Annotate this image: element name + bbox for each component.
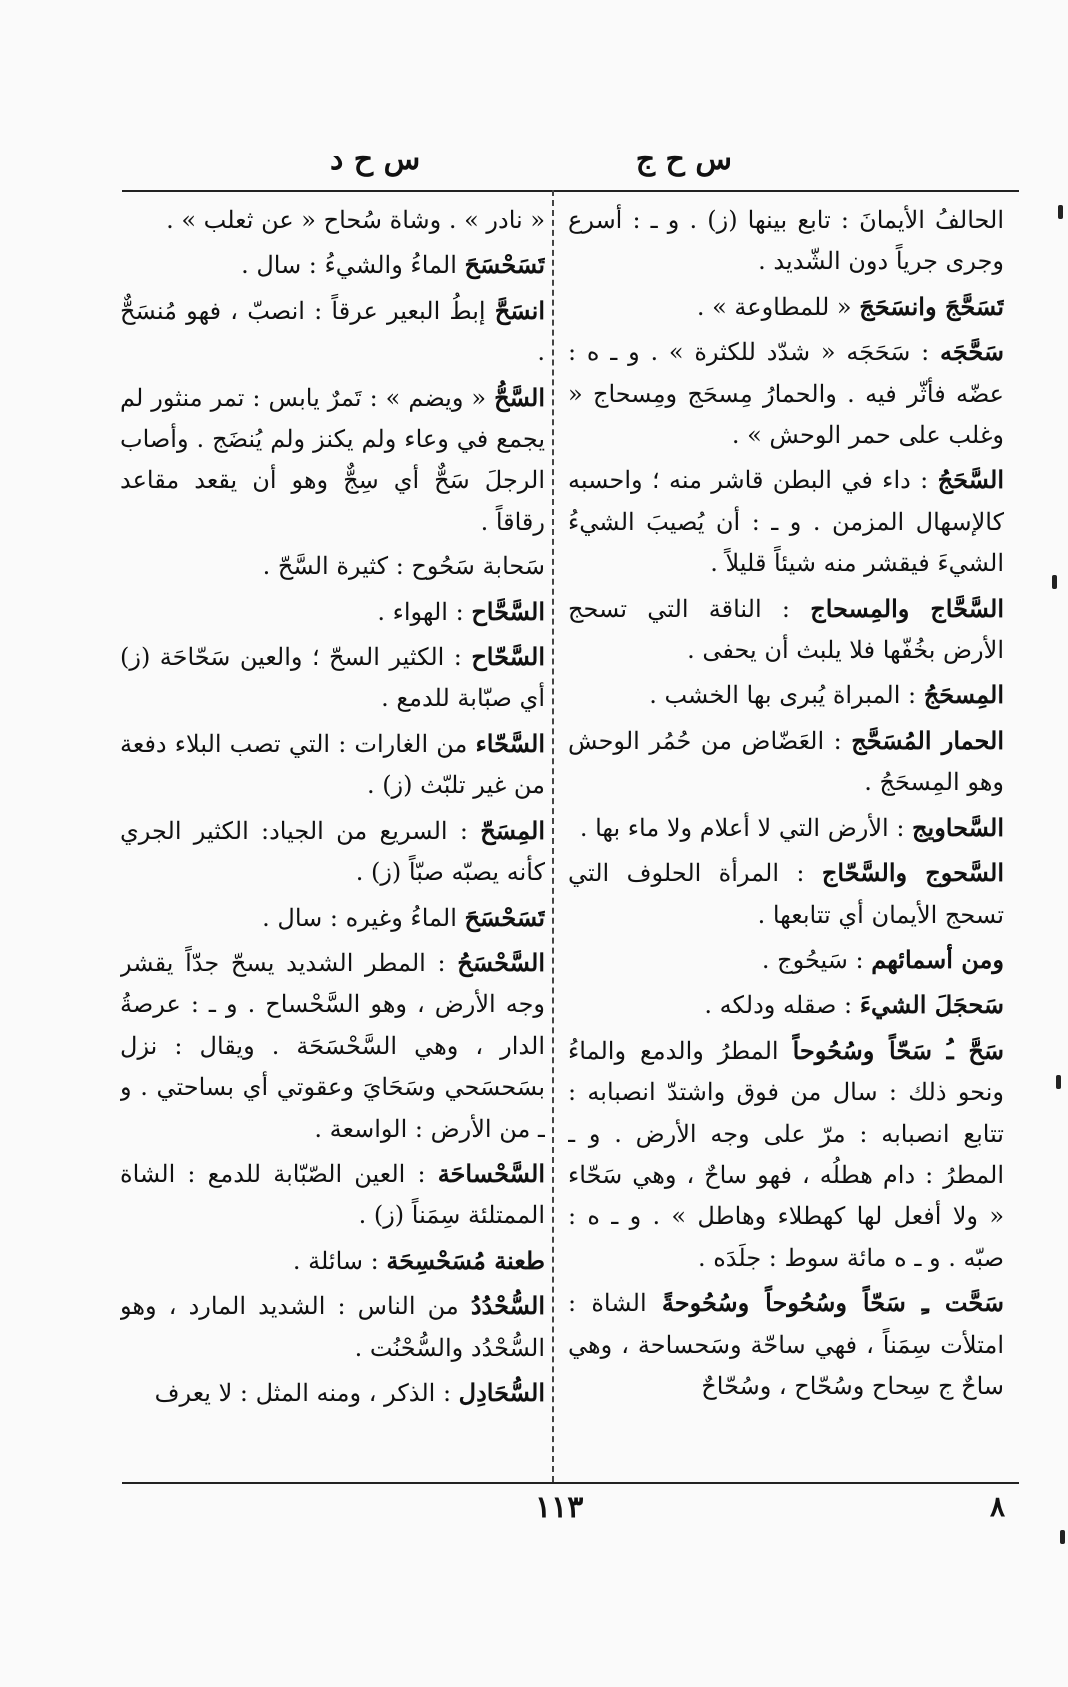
dictionary-entry	[120, 546, 545, 587]
dictionary-entry	[120, 810, 545, 894]
dictionary-entry	[120, 591, 545, 633]
left-root-heading: س ح د	[330, 142, 421, 177]
entry-headword: المِسحَجُ	[923, 680, 1004, 710]
entry-definition: من الناس : الشديد المارد ، وهو السُّحْدُد والسُّحْنُت .	[120, 1292, 545, 1362]
entry-definition: : الذكر ، ومنه المثل : لا يعرف	[154, 1378, 459, 1407]
dictionary-entry	[120, 200, 545, 241]
entry-definition: : الناقة التي تسحج الأرض بخُفّها فلا يلبث أن يحفى .	[568, 594, 1004, 665]
entry-definition: « ويضم » : تَمرٌ يابس : تمر منثور لم يجمع في وعاء ولم يكنز ولم يُنضَج . وأصاب الرجلَ سَحٌّ أي سِجٌّ وهو أن يقعد مقاعد رقاقاً .	[120, 383, 545, 536]
entry-definition: : العين الصّبّابة للدمع : الشاة الممتلئة سِمَناً (ز) .	[120, 1159, 545, 1230]
entry-definition: : السريع من الجياد: الكثير الجري كأنه يصبّه صبّاً (ز) .	[120, 816, 545, 887]
entry-definition: : سائلة .	[292, 1246, 387, 1275]
dictionary-entry	[568, 331, 1004, 456]
entry-headword: سَحجَلَ الشيءَ	[859, 990, 1004, 1020]
dictionary-entry	[120, 1285, 545, 1369]
signature-mark: ٨	[990, 1490, 1006, 1523]
entry-headword: سَحَّ ـُ سَحّاً وسُحُوحاً	[792, 1035, 1004, 1065]
dictionary-entry	[568, 674, 1004, 716]
dictionary-entry	[120, 1240, 545, 1282]
margin-mark	[1060, 1530, 1065, 1544]
dictionary-entry	[120, 1153, 545, 1237]
entry-definition: : المبراة يُبرى بها الخشب .	[649, 681, 924, 710]
dictionary-entry	[568, 1030, 1004, 1279]
dictionary-entry	[120, 377, 545, 544]
entry-definition: « للمطاوعة » .	[696, 292, 860, 321]
dictionary-entry	[120, 723, 545, 807]
column-divider	[552, 190, 554, 1482]
entry-headword: تَسَحَّجَ وانسَحَجَ	[859, 291, 1004, 321]
dictionary-entry	[120, 1372, 545, 1414]
page-number: ١١٣	[535, 1490, 584, 1525]
entry-definition: : العَضّاض من حُمُر الوحش وهو المِسحَجُ .	[568, 726, 1004, 797]
dictionary-entry	[568, 852, 1004, 936]
entry-definition: : الهواء .	[377, 597, 472, 626]
dictionary-entry	[568, 1282, 1004, 1407]
entry-headword: ومن أسمائهم	[871, 944, 1004, 974]
dictionary-entry	[568, 807, 1004, 849]
entry-headword: السَّحَّاح	[471, 596, 545, 626]
entry-headword: تَسَحْسَحَ	[464, 250, 545, 280]
entry-headword: السَّحّاح	[471, 642, 545, 672]
margin-mark	[1052, 575, 1057, 589]
entry-definition: الشاة : امتلأت سِمَناً ، فهي ساحّة وسَحساحة ، وهي ساحٌ ج سِحاح وسُحّاح ، وسُحّاحٌ	[568, 1289, 1004, 1400]
entry-definition: : الأرض التي لا أعلام ولا ماء بها .	[579, 813, 913, 842]
dictionary-entry	[120, 942, 545, 1150]
entry-headword: انسَحَّ	[494, 295, 545, 325]
entry-headword: سَحَّجَه	[940, 337, 1004, 367]
bottom-rule	[122, 1482, 1019, 1484]
right-root-heading: س ح ج	[635, 142, 732, 177]
entry-headword: السَّحاويج	[912, 812, 1004, 842]
dictionary-entry	[120, 290, 545, 374]
entry-headword: السُّحْدُدُ	[470, 1291, 545, 1321]
dictionary-entry	[568, 720, 1004, 804]
entry-headword: السَّحْساحَة	[437, 1158, 545, 1188]
entry-headword: المِسَحّ	[480, 815, 545, 845]
dictionary-entry	[120, 636, 545, 720]
entry-headword: تَسَحْسَحَ	[464, 902, 545, 932]
entry-definition: المطرُ والدمع والماءُ ونحو ذلك : سال من فوق واشتدّ انصبابه : تتابع انصبابه : مرّ على وجه الأرض . و ـ المطرُ : دام هطلُه ، فهو ساحٌ ، وهي سَحّاء « ولا أفعل لها كهطلاء وهاطل » . و ـ ه : صبّه . و ـ ه مائة سوط : جلَدَه .	[568, 1036, 1004, 1272]
dictionary-entry	[120, 244, 545, 286]
dictionary-entry	[568, 984, 1004, 1026]
entry-definition: : المرأة الحلوف التي تسحج الأيمان أي تتابعها .	[568, 859, 1004, 929]
entry-headword: الحمار المُسَحَّج	[851, 725, 1004, 755]
right-column	[568, 200, 1004, 1475]
entry-definition: : داء في البطن قاشر منه ؛ واحسبه كالإسهال المزمن . و ـ : أن يُصيبَ الشيءُ الشيءَ فيقشر منه شيئاً قليلاً .	[568, 466, 1004, 578]
entry-definition: : صقله ودلكه .	[704, 991, 860, 1020]
entry-definition: الحالفُ الأيمانَ : تابع بينها (ز) . و ـ : أسرع وجرى جرياً دون الشّديد .	[568, 206, 1004, 276]
entry-definition: : المطر الشديد يسحّ جدّاً يقشر وجه الأرض ، وهو السَّحْساح . و ـ : عرصةُ الدار ، وهي السَّحْسَحَة . ويقال : نزل بسَحسَحي وسَحَايَ وعقوتي أي بساحتي . و ـ من الأرض : الواسعة .	[120, 948, 545, 1143]
page-header	[120, 140, 980, 180]
entry-headword: السُّحَادِل	[458, 1377, 545, 1407]
entry-headword: السَّحّاء	[475, 728, 545, 758]
margin-mark	[1056, 1075, 1061, 1089]
entry-headword: السَّحْسَحُ	[457, 947, 545, 977]
dictionary-entry	[120, 897, 545, 939]
entry-headword: السَّحَّاج والمِسحاج	[810, 593, 1004, 623]
entry-definition: سَحابة سَحُوح : كثيرة السَّحّ .	[262, 552, 545, 581]
dictionary-entry	[568, 939, 1004, 981]
entry-definition: : سَيحُوج .	[761, 945, 872, 974]
entry-definition: الماءُ والشيءُ : سال .	[241, 251, 465, 280]
margin-mark	[1058, 205, 1063, 219]
entry-headword: السَّحُّ	[494, 382, 545, 412]
entry-headword: السَّحَجُ	[937, 465, 1004, 495]
entry-headword: طعنة مُسَحْسِحَة	[386, 1245, 545, 1275]
entry-definition: من الغارات : التي تصب البلاء دفعة من غير تلبّث (ز) .	[120, 729, 545, 800]
dictionary-entry	[568, 459, 1004, 584]
entry-headword: سَحَّت ـِ سَحّاً وسُحُوحاً وسُحُوحةً	[661, 1288, 1004, 1318]
top-rule	[122, 190, 1019, 192]
entry-definition: الماءُ وغيره : سال .	[262, 903, 465, 932]
entry-headword: السَّحوج والسَّحّاج	[821, 858, 1004, 888]
dictionary-entry	[568, 286, 1004, 328]
left-column	[120, 200, 545, 1475]
dictionary-entry	[568, 588, 1004, 672]
entry-definition: : سَحَجَه « شدّد للكثرة » . و ـ ه : عضّه فأثّر فيه . والحمارُ مِسحَج ومِسحاج « وغلب على حمر الوحش » .	[568, 338, 1004, 450]
entry-definition: : الكثير السحّ ؛ والعين سَحّاحَة (ز) أي صبّابة للدمع .	[120, 643, 545, 713]
entry-definition: « نادر » . وشاة سُحاح « عن ثعلب » .	[166, 206, 545, 234]
entry-definition: إبطُ البعير عرقاً : انصبّ ، فهو مُنسَحٌّ .	[120, 296, 545, 367]
dictionary-entry	[568, 200, 1004, 283]
